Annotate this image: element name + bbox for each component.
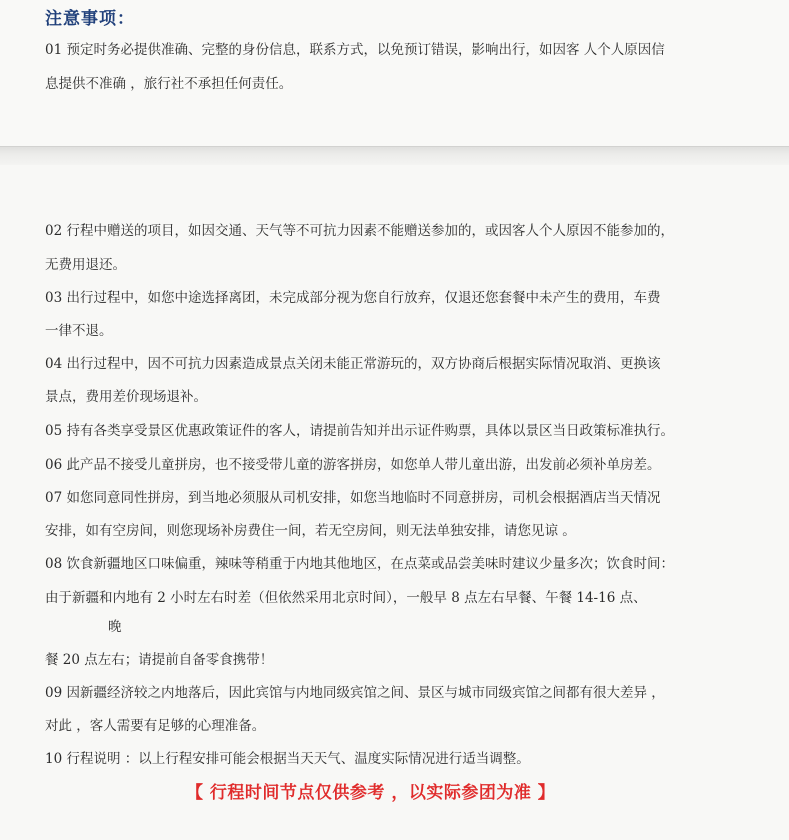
note-03-line-1: 03 出行过程中，如您中途选择离团，未完成部分视为您自行放弃，仅退还您套餐中未产生的费用，车费: [45, 290, 661, 306]
schedule-disclaimer: 【 行程时间节点仅供参考 ，以实际参团为准 】: [186, 783, 556, 803]
page-title: 注意事项：: [45, 9, 135, 29]
note-08-line-1: 08 饮食新疆地区口味偏重，辣味等稍重于内地其他地区，在点菜或品尝美味时建议少量多次；饮食时间：: [45, 556, 674, 572]
note-02-line-2: 无费用退还。: [45, 257, 126, 273]
note-01-line-1: 01 预定时务必提供准确、完整的身份信息，联系方式，以免预订错误，影响出行，如因客 人个人原因信: [45, 42, 665, 58]
note-09-line-1: 09 因新疆经济较之内地落后，因此宾馆与内地同级宾馆之间、景区与城市同级宾馆之间都有很大差异 ，: [45, 685, 665, 701]
note-06-line-1: 06 此产品不接受儿童拼房，也不接受带儿童的游客拼房，如您单人带儿童出游，出发前必须补单房差。: [45, 457, 661, 473]
note-03-line-2: 一律不退。: [45, 323, 113, 339]
note-04-line-1: 04 出行过程中，因不可抗力因素造成景点关闭未能正常游玩的，双方协商后根据实际情况取消、更换该: [45, 356, 661, 372]
note-01-line-2: 息提供不准确 ，旅行社不承担任何责任。: [45, 76, 293, 92]
note-07-line-2: 安排，如有空房间，则您现场补房费住一间，若无空房间，则无法单独安排，请您见谅 。: [45, 523, 576, 539]
note-08-line-2: 由于新疆和内地有 2 小时左右时差（但依然采用北京时间），一般早 8 点左右早餐、午餐 14-16 点、: [45, 590, 647, 606]
note-08-line-4: 餐 20 点左右；请提前自备零食携带！: [45, 652, 274, 668]
note-02-line-1: 02 行程中赠送的项目，如因交通、天气等不可抗力因素不能赠送参加的，或因客人个人原因不能参加的，: [45, 223, 674, 239]
note-08-line-3: 晚: [108, 619, 122, 635]
note-07-line-1: 07 如您同意同性拼房，到当地必须服从司机安排，如您当地临时不同意拼房，司机会根据酒店当天情况: [45, 490, 661, 506]
notes-header-card: [0, 0, 789, 146]
note-09-line-2: 对此 ，客人需要有足够的心理准备。: [45, 718, 266, 734]
note-04-line-2: 景点，费用差价现场退补。: [45, 389, 207, 405]
note-10-line-1: 10 行程说明 ：以上行程安排可能会根据当天天气、温度实际情况进行适当调整。: [45, 751, 530, 767]
section-divider: [0, 146, 789, 165]
note-05-line-1: 05 持有各类享受景区优惠政策证件的客人，请提前告知并出示证件购票，具体以景区当日政策标准执行。: [45, 423, 674, 439]
